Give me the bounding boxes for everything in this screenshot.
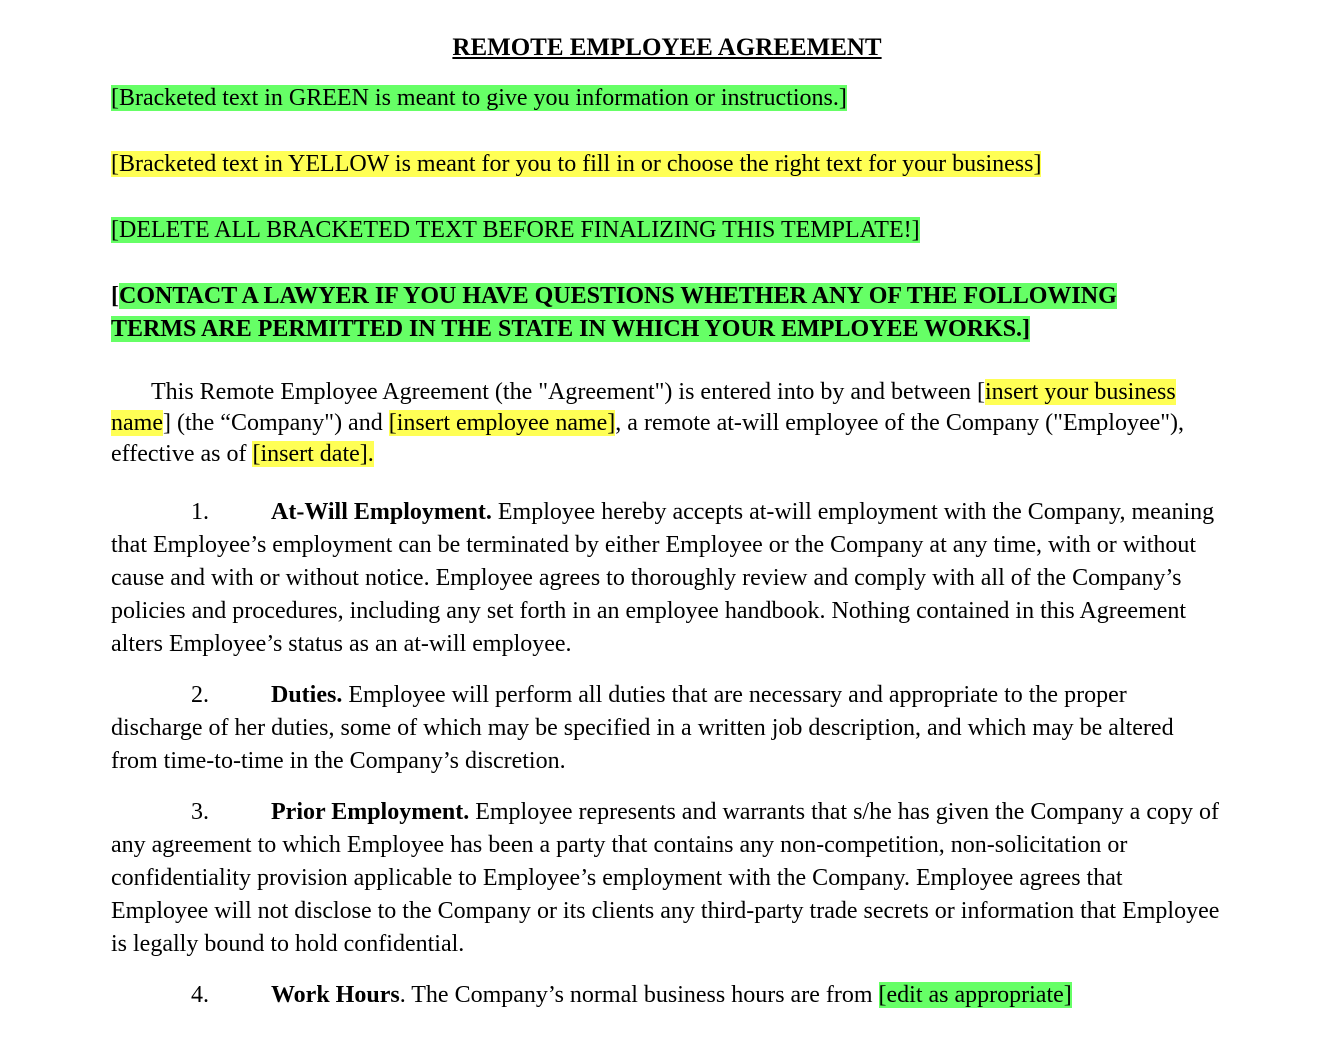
document-page: [111, 30, 1223, 1012]
delete-notice: [111, 214, 1223, 247]
intro-text-2: ] (the “Company") and: [162, 410, 389, 436]
business-name-placeholder: insert your business name: [111, 379, 1176, 436]
employee-name-placeholder: [insert employee name]: [388, 410, 616, 436]
green-info-note: [111, 82, 1223, 115]
date-placeholder: [insert date]: [252, 441, 368, 467]
lawyer-notice: [111, 280, 1201, 346]
section-text: . The Company’s normal business hours are from: [399, 982, 879, 1008]
section-number: 4.: [191, 982, 209, 1008]
section-number: 1.: [191, 499, 209, 525]
intro-text-1: This Remote Employee Agreement (the "Agreement") is entered into by and between [: [151, 379, 985, 405]
section-heading: Work Hours: [271, 982, 400, 1008]
lawyer-notice-bracket: [: [111, 283, 119, 309]
delete-notice-text: [DELETE ALL BRACKETED TEXT BEFORE FINALIZING THIS TEMPLATE!]: [111, 217, 920, 243]
yellow-info-text: [Bracketed text in YELLOW is meant for you to fill in or choose the right text for your business]: [111, 151, 1042, 177]
section-heading: Duties.: [271, 682, 343, 708]
section-text: Employee represents and warrants that s/he has given the Company a copy of any agreement to which Employee has been a party that contains any non-competition, non-solicitation or confidentiality provision applicable to Employee’s employment with the Company. Employee agrees that Employee will not disclose to the Company or its clients any third-party trade secrets or information that Employee is legally bound to hold confidential.: [111, 799, 1220, 957]
section-at-will-employment: [111, 496, 1223, 661]
document-title: REMOTE EMPLOYEE AGREEMENT: [452, 34, 882, 61]
section-prior-employment: [111, 796, 1223, 961]
section-number: 2.: [191, 682, 209, 708]
green-info-text: [Bracketed text in GREEN is meant to give you information or instructions.]: [111, 85, 847, 111]
section-heading: At-Will Employment.: [271, 499, 492, 525]
intro-text-3: , a remote at-will employee of the Company ("Employee"), effective as of: [111, 410, 1185, 467]
section-heading: Prior Employment.: [271, 799, 470, 825]
section-text: Employee hereby accepts at-will employment with the Company, meaning that Employee’s employment can be terminated by either Employee or the Company at any time, with or without cause and with or without notice. Employee agrees to thoroughly review and comply with all of the Company’s policies and procedures, including any set forth in an employee handbook. Nothing contained in this Agreement alters Employee’s status as an at-will employee.: [111, 499, 1215, 657]
section-number: 3.: [191, 799, 209, 825]
section-duties: [111, 679, 1223, 778]
lawyer-notice-text: CONTACT A LAWYER IF YOU HAVE QUESTIONS WHETHER ANY OF THE FOLLOWING TERMS ARE PERMITTED IN THE STATE IN WHICH YOUR EMPLOYEE WORKS.]: [111, 283, 1117, 342]
work-hours-placeholder: [edit as appropriate]: [878, 982, 1072, 1008]
intro-paragraph: [111, 377, 1223, 470]
section-work-hours: [111, 979, 1223, 1012]
intro-text-4: .: [367, 441, 374, 467]
section-text: Employee will perform all duties that are necessary and appropriate to the proper discharge of her duties, some of which may be specified in a written job description, and which may be altered from time-to-time in the Company’s discretion.: [111, 682, 1174, 774]
yellow-info-note: [111, 148, 1223, 181]
